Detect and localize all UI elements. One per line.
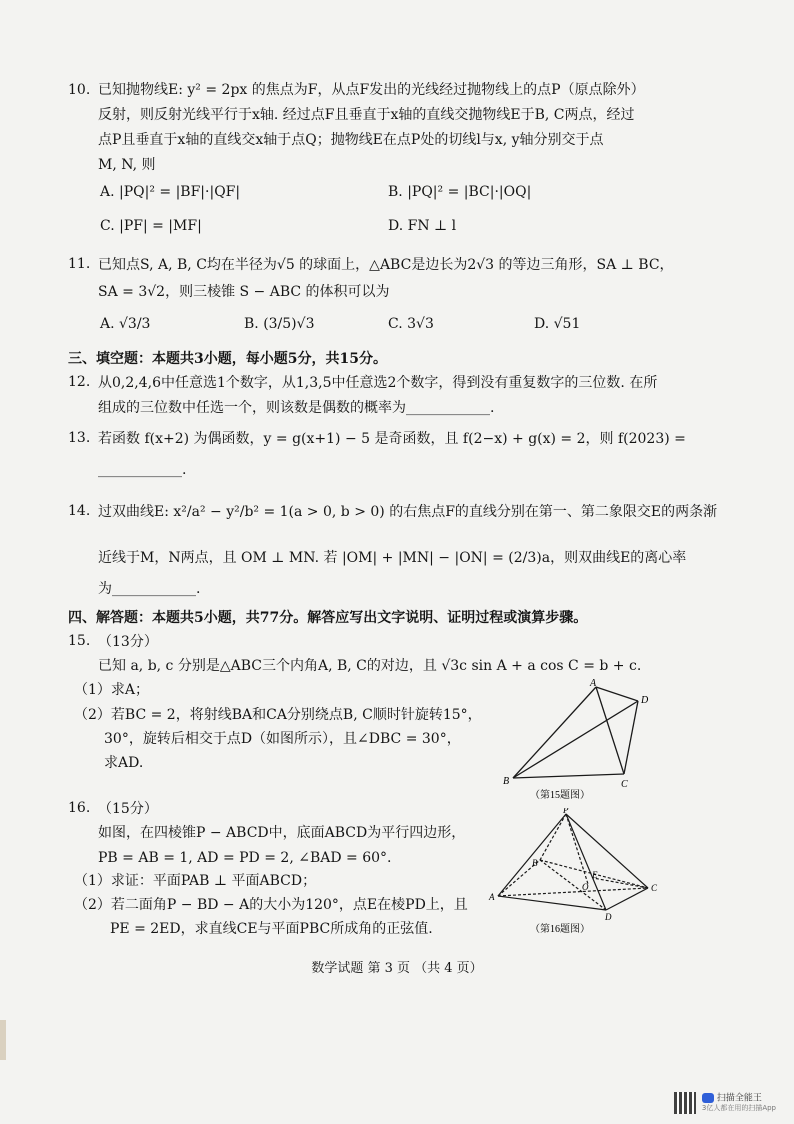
fig16-label-p: P (563, 808, 569, 815)
q16-line-3: （1）求证：平面PAB ⊥ 平面ABCD； (74, 873, 317, 889)
scanner-name: 扫描全能王 (716, 1093, 762, 1104)
q10-option-d: D. FN ⊥ l (388, 218, 457, 234)
page-footer: 数学试题 第 3 页 （共 4 页） (311, 961, 483, 976)
q14-line-2: 近线于M，N两点，且 OM ⊥ MN. 若 |OM| + |MN| − |ON| = (2/3)a，则双曲线E的离心率 (98, 550, 687, 566)
q10-option-c: C. |PF| = |MF| (100, 218, 202, 234)
q10-option-b: B. |PQ|² = |BC|·|OQ| (388, 184, 532, 200)
section-3-heading: 三、填空题：本题共3小题，每小题5分，共15分。 (68, 351, 387, 367)
qr-code-icon (674, 1092, 696, 1114)
fig15-label-a: A (590, 678, 597, 689)
fig15-caption: （第15题图） (530, 790, 590, 801)
q13-line-2: ____________. (98, 462, 187, 478)
q16-line-1: 如图，在四棱锥P − ABCD中，底面ABCD为平行四边形， (98, 825, 466, 841)
q11-number: 11. (68, 256, 91, 272)
q10-line-4: M, N, 则 (98, 157, 156, 173)
fig16-label-o: O (582, 882, 589, 892)
q10-line-3: 点P且垂直于x轴的直线交x轴于点Q；抛物线E在点P处的切线l与x, y轴分别交于点 (98, 132, 604, 148)
q11-option-d: D. √51 (534, 316, 581, 332)
q14-line-1: 过双曲线E: x²/a² − y²/b² = 1(a > 0, b > 0) 的右焦点F的直线分别在第一、第二象限交E的两条渐 (98, 504, 718, 520)
q13-number: 13. (68, 430, 91, 446)
q12-line-1: 从0,2,4,6中任意选1个数字，从1,3,5中任意选2个数字，得到没有重复数字的三位数. 在所 (98, 375, 658, 391)
scanner-watermark (674, 1092, 776, 1114)
q15-line-2: （1）求A； (74, 682, 150, 698)
q10-line-2: 反射，则反射光线平行于x轴. 经过点F且垂直于x轴的直线交抛物线E于B, C两点，经过 (98, 107, 635, 123)
q12-number: 12. (68, 374, 91, 390)
figure-16 (488, 808, 668, 938)
q13-line-1: 若函数 f(x+2) 为偶函数，y = g(x+1) − 5 是奇函数，且 f(2−x) + g(x) = 2，则 f(2023) = (98, 431, 686, 447)
scanner-subtitle: 3亿人都在用的扫描App (701, 1104, 776, 1113)
q15-score: （13分） (98, 634, 158, 650)
q12-line-2: 组成的三位数中任选一个，则该数是偶数的概率为____________. (98, 400, 495, 416)
q15-line-1: 已知 a, b, c 分别是△ABC三个内角A, B, C的对边，且 √3c sin A + a cos C = b + c. (98, 658, 642, 674)
scan-edge-mark (0, 1020, 6, 1060)
fig16-label-a: A (489, 892, 495, 902)
q15-line-5: 求AD. (104, 755, 144, 771)
q11-option-a: A. √3/3 (100, 316, 151, 332)
q15-line-3: （2）若BC = 2，将射线BA和CA分别绕点B, C顺时针旋转15°， (74, 707, 482, 723)
scanner-logo-icon (702, 1093, 714, 1103)
fig16-label-d: D (605, 912, 612, 922)
q16-number: 16. (68, 800, 91, 816)
q14-line-3: 为____________. (98, 581, 201, 597)
q15-line-4: 30°，旋转后相交于点D（如图所示），且∠DBC = 30°， (104, 731, 461, 747)
q16-line-2: PB = AB = 1, AD = PD = 2, ∠BAD = 60°. (98, 850, 392, 866)
q16-line-5: PE = 2ED，求直线CE与平面PBC所成角的正弦值. (110, 921, 433, 937)
q11-line-2: SA = 3√2，则三棱锥 S − ABC 的体积可以为 (98, 284, 390, 300)
q16-score: （15分） (98, 801, 158, 817)
q15-number: 15. (68, 633, 91, 649)
q10-number: 10. (68, 82, 91, 98)
figure-15 (498, 676, 688, 804)
fig16-label-c: C (651, 883, 658, 893)
q16-line-4: （2）若二面角P − BD − A的大小为120°，点E在棱PD上，且 (74, 897, 468, 913)
q10-line-1: 已知抛物线E: y² = 2px 的焦点为F，从点F发出的光线经过抛物线上的点P（原点除外） (98, 82, 645, 98)
fig16-label-e: E (592, 870, 598, 880)
fig16-caption: （第16题图） (530, 924, 590, 935)
q11-option-b: B. (3/5)√3 (244, 316, 315, 332)
q14-number: 14. (68, 503, 91, 519)
fig15-label-d: D (641, 695, 649, 706)
q10-option-a: A. |PQ|² = |BF|·|QF| (100, 184, 241, 200)
q11-line-1: 已知点S, A, B, C均在半径为√5 的球面上，△ABC是边长为2√3 的等边三角形，SA ⊥ BC， (98, 257, 674, 273)
fig15-label-b: B (503, 776, 510, 787)
fig15-label-c: C (621, 779, 628, 790)
q11-option-c: C. 3√3 (388, 316, 434, 332)
fig16-label-b: B (532, 858, 538, 868)
section-4-heading: 四、解答题：本题共5小题，共77分。解答应写出文字说明、证明过程或演算步骤。 (68, 610, 588, 626)
